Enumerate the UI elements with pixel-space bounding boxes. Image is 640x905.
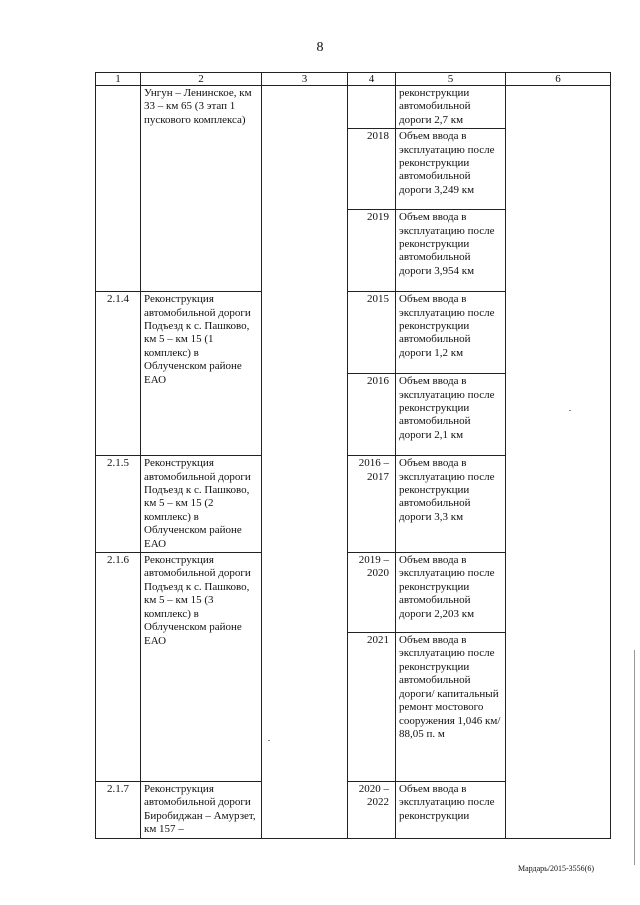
item-year [348,86,396,129]
item-name: Реконструкция автомобильной дороги Подъезд к с. Пашково, км 5 – км 15 (2 комплекс) в Облученском районе ЕАО [141,456,262,553]
item-year: 2015 [348,292,396,374]
item-result: Объем ввода в эксплуатацию после реконструкции автомобильной дороги 3,3 км [396,456,506,553]
item-result: Объем ввода в эксплуатацию после реконструкции автомобильной дороги 3,954 км [396,210,506,292]
scan-speck [268,740,270,741]
item-result: Объем ввода в эксплуатацию после реконструкции автомобильной дороги/ капитальный ремонт мостового сооружения 1,046 км/ 88,05 п. м [396,633,506,782]
item-name: Реконструкция автомобильной дороги Подъезд к с. Пашково, км 5 – км 15 (3 комплекс) в Облученском районе ЕАО [141,553,262,782]
item-number: 2.1.4 [96,292,141,456]
scan-edge-line [634,650,635,865]
item-number: 2.1.6 [96,553,141,782]
item-year: 2016 [348,374,396,456]
column-6-cell [506,86,611,839]
table-header-row [96,73,611,86]
header-col-1: 1 [96,73,141,86]
item-year: 2020 – 2022 [348,782,396,839]
header-col-2: 2 [141,73,262,86]
header-col-5: 5 [396,73,506,86]
scan-speck [569,410,571,411]
item-year: 2019 – 2020 [348,553,396,633]
item-number: 2.1.5 [96,456,141,553]
item-name: Реконструкция автомобильной дороги Биробиджан – Амурзет, км 157 – [141,782,262,839]
column-3-cell [262,86,348,839]
table-row [96,86,611,129]
program-table [95,72,611,839]
page-number: 8 [316,40,324,55]
header-col-3: 3 [262,73,348,86]
item-year: 2018 [348,129,396,210]
item-name: Унгун – Ленинское, км 33 – км 65 (3 этап 1 пускового комплекса) [141,86,262,292]
item-result: Объем ввода в эксплуатацию после реконструкции автомобильной дороги 2,1 км [396,374,506,456]
item-year: 2016 – 2017 [348,456,396,553]
item-result: Объем ввода в эксплуатацию после реконструкции [396,782,506,839]
table-body [96,73,611,839]
item-year: 2021 [348,633,396,782]
item-result: Объем ввода в эксплуатацию после реконструкции автомобильной дороги 3,249 км [396,129,506,210]
document-footer: Мардарь/2015-3556(6) [517,864,594,873]
item-number: 2.1.7 [96,782,141,839]
item-result: Объем ввода в эксплуатацию после реконструкции автомобильной дороги 1,2 км [396,292,506,374]
header-col-6: 6 [506,73,611,86]
item-number [96,86,141,292]
item-name: Реконструкция автомобильной дороги Подъезд к с. Пашково, км 5 – км 15 (1 комплекс) в Облученском районе ЕАО [141,292,262,456]
header-col-4: 4 [348,73,396,86]
item-result: реконструкции автомобильной дороги 2,7 км [396,86,506,129]
item-result: Объем ввода в эксплуатацию после реконструкции автомобильной дороги 2,203 км [396,553,506,633]
item-year: 2019 [348,210,396,292]
